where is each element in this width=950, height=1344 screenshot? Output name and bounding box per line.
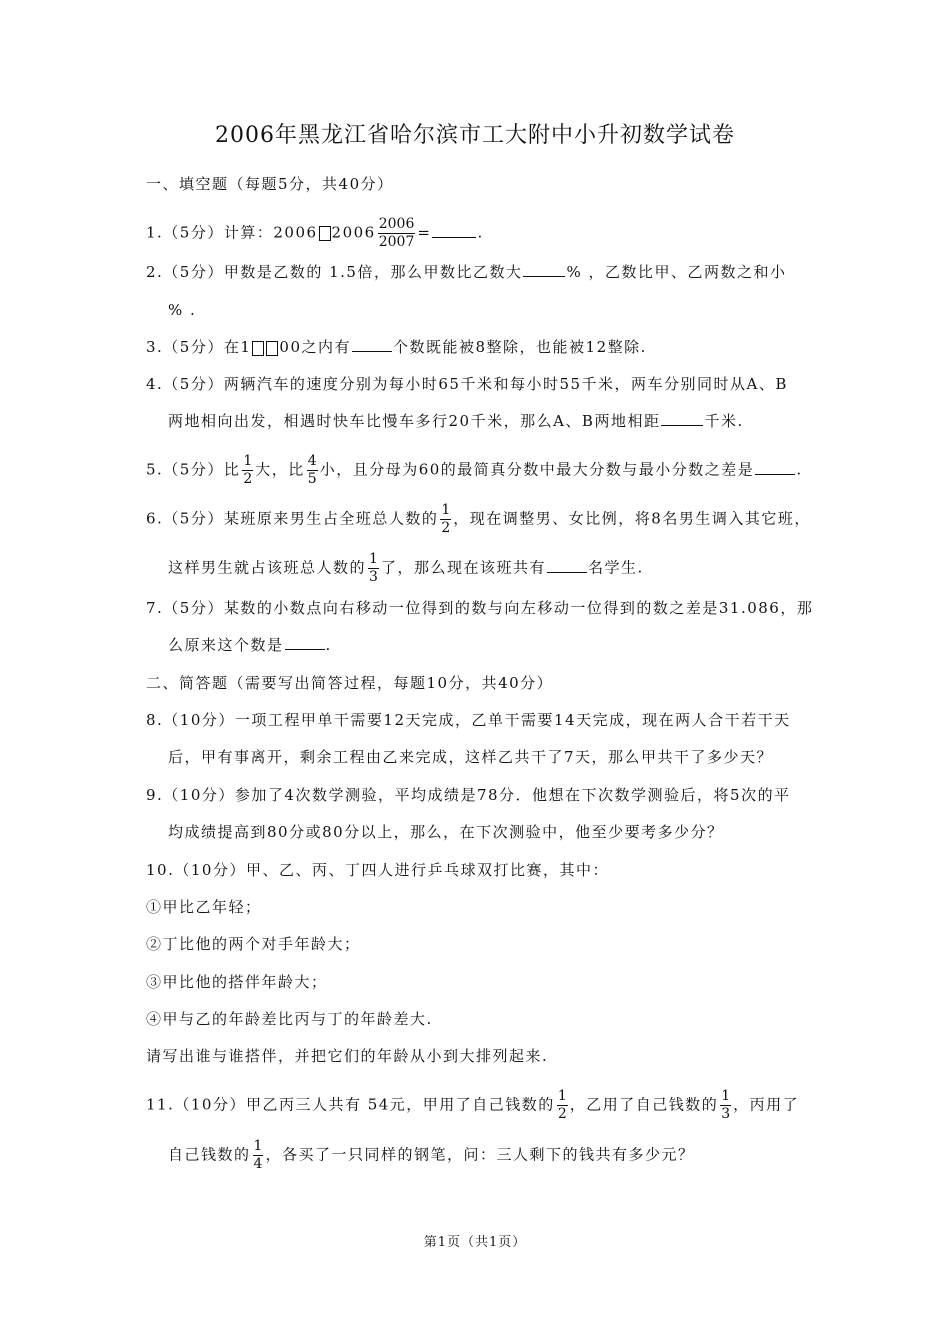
question-5: 5.（5分）比 $\frac{1}{2}$ 大，比 $\frac{4}{5}$ 小，且分母为60的最简真分数中最大分数与最小分数之差是 . xyxy=(146,453,803,487)
question-2-line-2: % . xyxy=(168,301,197,319)
fraction: $\frac{4}{5}$ xyxy=(307,453,317,487)
question-6-line-2: 这样男生就占该班总人数的 $\frac{1}{3}$ 了，那么现在该班共有 名学生. xyxy=(168,551,644,585)
condition-2: ②丁比他的两个对手年龄大； xyxy=(146,935,361,953)
condition-4: ④甲与乙的年龄差比丙与丁的年龄差大. xyxy=(146,1010,433,1028)
missing-glyph-box xyxy=(266,341,278,356)
question-9-line-2: 均成绩提高到80分或80分以上，那么，在下次测验中，他至少要考多少分？ xyxy=(168,823,724,841)
answer-blank[interactable] xyxy=(352,337,392,352)
question-10-ask: 请写出谁与谁搭伴，并把它们的年龄从小到大排列起来. xyxy=(146,1047,549,1065)
fraction: $\frac{1}{2}$ xyxy=(557,1088,567,1122)
question-6-line-1: 6.（5分）某班原来男生占全班总人数的 $\frac{1}{2}$ ，现在调整男、女比例，将8名男生调入其它班， xyxy=(146,502,811,536)
missing-glyph-box xyxy=(252,341,264,356)
missing-glyph-box xyxy=(319,226,331,241)
fraction: $\frac{1}{2}$ xyxy=(243,453,253,487)
answer-blank[interactable] xyxy=(547,558,587,573)
fraction: $\frac{2006}{2007}$ xyxy=(378,216,415,250)
question-7-line-2: 么原来这个数是 . xyxy=(168,636,332,654)
question-1: 1.（5分）计算：2006 2006 $\frac{2006}{2007}$ = . xyxy=(146,216,484,250)
fraction: $\frac{1}{3}$ xyxy=(369,551,378,585)
section-heading-fill-blank: 一、填空题（每题5分，共40分） xyxy=(146,175,394,193)
answer-blank[interactable] xyxy=(285,635,325,650)
condition-1: ①甲比乙年轻； xyxy=(146,898,262,916)
page-title: 2006年黑龙江省哈尔滨市工大附中小升初数学试卷 xyxy=(215,123,735,148)
answer-blank[interactable] xyxy=(755,460,795,475)
answer-blank[interactable] xyxy=(432,223,476,238)
question-10-line-1: 10.（10分）甲、乙、丙、丁四人进行乒乓球双打比赛，其中： xyxy=(146,861,609,879)
question-4-line-1: 4.（5分）两辆汽车的速度分别为每小时65千米和每小时55千米，两车分别同时从A、B xyxy=(146,375,788,393)
question-11-line-1: 11.（10分）甲乙丙三人共有 54元，甲用了自己钱数的 $\frac{1}{2}$ ，乙用了自己钱数的 $\frac{1}{3}$ ，丙用了 xyxy=(146,1088,800,1122)
question-11-line-2: 自己钱数的 $\frac{1}{4}$ ，各买了一只同样的钢笔，问：三人剩下的钱共有多少元？ xyxy=(168,1138,695,1172)
fraction: $\frac{1}{3}$ xyxy=(721,1088,731,1122)
question-9-line-1: 9.（10分）参加了4次数学测验，平均成绩是78分．他想在下次数学测验后，将5次的平 xyxy=(146,786,791,804)
question-8-line-1: 8.（10分）一项工程甲单干需要12天完成，乙单干需要14天完成，现在两人合干若干天 xyxy=(146,711,791,729)
question-4-line-2: 两地相向出发，相遇时快车比慢车多行20千米，那么A、B两地相距 千米. xyxy=(168,412,744,430)
section-heading-short-answer: 二、简答题（需要写出简答过程，每题10分，共40分） xyxy=(146,674,554,692)
question-8-line-2: 后，甲有事离开，剩余工程由乙来完成，这样乙共干了7天，那么甲共干了多少天？ xyxy=(168,748,774,766)
question-3: 3.（5分）在1 00之内有 个数既能被8整除，也能被12整除. xyxy=(146,338,647,356)
fraction: $\frac{1}{4}$ xyxy=(253,1138,263,1172)
page-footer: 第1页（共1页） xyxy=(423,1235,527,1250)
question-7-line-1: 7.（5分）某数的小数点向右移动一位得到的数与向左移动一位得到的数之差是31.086，那 xyxy=(146,599,814,617)
condition-3: ③甲比他的搭伴年龄大； xyxy=(146,973,328,991)
answer-blank[interactable] xyxy=(661,411,703,426)
question-2-line-1: 2.（5分）甲数是乙数的 1.5倍，那么甲数比乙数大 % ，乙数比甲、乙两数之和小 xyxy=(146,263,787,281)
fraction: $\frac{1}{2}$ xyxy=(441,502,451,536)
answer-blank[interactable] xyxy=(523,262,565,277)
